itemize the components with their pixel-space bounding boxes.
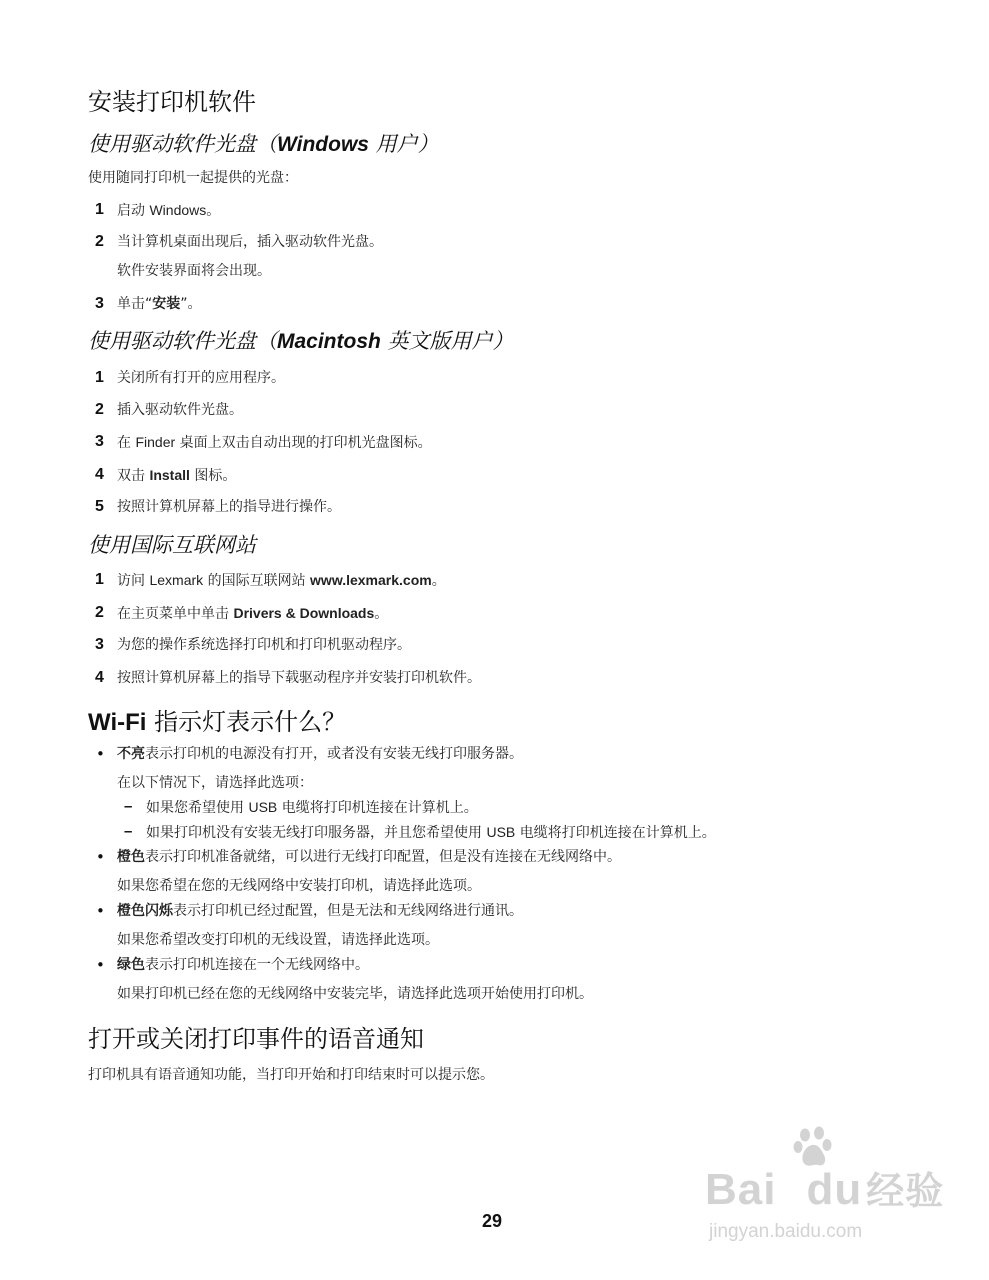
bullet-label: 绿色: [117, 957, 145, 973]
heading-bold: Windows: [277, 133, 369, 156]
mac-step-1: 关闭所有打开的应用程序。: [117, 370, 285, 386]
step-text-pre: 单击“: [117, 296, 153, 312]
wifi-bullet-orange-blink-sub: 如果您希望改变打印机的无线设置，请选择此选项。: [117, 932, 439, 948]
mac-step-3: [117, 432, 432, 453]
step-number: 4: [95, 466, 104, 483]
dash-icon: –: [124, 823, 133, 840]
windows-step-2-sub: 软件安装界面将会出现。: [117, 263, 271, 279]
title-rest: 指示灯表示什么？: [146, 708, 347, 736]
step-number: 2: [95, 401, 104, 418]
step-number: 1: [95, 369, 104, 386]
step-text-pre: 访问: [117, 573, 150, 589]
dash-icon: –: [124, 798, 133, 815]
step-text-latin: Lexmark: [149, 572, 204, 588]
dash-pre: 如果打印机没有安装无线打印服务器，并且您希望使用: [146, 825, 487, 841]
bullet-icon: •: [96, 902, 105, 920]
bullet-icon: •: [96, 848, 105, 866]
dash-pre: 如果您希望使用: [146, 800, 249, 816]
wifi-bullet-green-sub: 如果打印机已经在您的无线网络中安装完毕，请选择此选项开始使用打印机。: [117, 986, 593, 1002]
bullet-text: 表示打印机已经过配置，但是无法和无线网络进行通讯。: [173, 903, 523, 919]
heading-pre: 使用驱动软件光盘（: [88, 132, 277, 156]
wifi-bullet-green: [117, 955, 369, 975]
step-number: 5: [95, 498, 104, 515]
heading-post: 用户）: [368, 132, 439, 156]
step-text-pre: 在: [117, 435, 136, 451]
dash-latin: USB: [248, 799, 278, 815]
step-number: 1: [95, 571, 104, 588]
web-step-1: [117, 570, 446, 591]
step-text-post: 桌面上双击自动出现的打印机光盘图标。: [175, 435, 432, 451]
bullet-label: 橙色: [117, 849, 145, 865]
page-number: 29: [482, 1211, 503, 1231]
step-text-bold: 安装: [152, 296, 181, 312]
step-text-pre: 在主页菜单中单击: [117, 606, 234, 622]
voice-notification-text: 打印机具有语音通知功能，当打印开始和打印结束时可以提示您。: [88, 1067, 494, 1083]
wifi-bullet-orange: [117, 847, 621, 867]
mac-step-2: 插入驱动软件光盘。: [117, 402, 243, 418]
mac-step-4: [117, 465, 236, 486]
logo-du: du: [806, 1165, 863, 1214]
section-title-install-software: 安装打印机软件: [88, 88, 256, 116]
step-text-mid: 的国际互联网站: [203, 573, 311, 589]
wifi-bullet-orange-sub: 如果您希望在您的无线网络中安装打印机，请选择此选项。: [117, 878, 481, 894]
step-number: 4: [95, 669, 104, 686]
dash-post: 电缆将打印机连接在计算机上。: [277, 800, 478, 816]
logo-jingyan: 经验: [866, 1169, 945, 1213]
watermark-url: jingyan.baidu.com: [709, 1221, 863, 1242]
bullet-text: 表示打印机连接在一个无线网络中。: [145, 957, 369, 973]
wifi-bullet-orange-blink: [117, 901, 523, 921]
dash-post: 电缆将打印机连接在计算机上。: [515, 825, 716, 841]
windows-step-1: [117, 200, 220, 221]
section-title-wifi-light: [88, 707, 346, 738]
logo-bai: Bai: [705, 1165, 777, 1214]
step-number: 2: [95, 233, 104, 250]
step-text-latin: Finder: [135, 434, 176, 450]
step-number: 2: [95, 604, 104, 621]
bullet-text: 表示打印机的电源没有打开，或者没有安装无线打印服务器。: [145, 746, 523, 762]
section-title-voice-notification: 打开或关闭打印事件的语音通知: [88, 1025, 424, 1053]
mac-step-5: 按照计算机屏幕上的指导进行操作。: [117, 499, 341, 515]
baidu-jingyan-watermark: [705, 1125, 945, 1245]
heading-windows-cd: [88, 131, 439, 158]
step-text-bold: Install: [149, 467, 190, 483]
step-number: 3: [95, 636, 104, 653]
dash-latin: USB: [486, 824, 516, 840]
step-text-bold: Drivers & Downloads: [233, 605, 375, 621]
bullet-icon: •: [96, 956, 105, 974]
bullet-label: 不亮: [117, 746, 145, 762]
title-bold: Wi-Fi: [88, 709, 147, 736]
wifi-off-dash-2: [146, 822, 716, 843]
step-number: 3: [95, 433, 104, 450]
bullet-icon: •: [96, 745, 105, 763]
windows-intro: 使用随同打印机一起提供的光盘：: [88, 170, 298, 186]
wifi-bullet-off-sub: 在以下情况下，请选择此选项：: [117, 775, 313, 791]
step-text-post: 。: [374, 606, 389, 622]
wifi-bullet-off: [117, 744, 523, 764]
windows-step-3: [117, 294, 202, 314]
web-step-4: 按照计算机屏幕上的指导下载驱动程序并安装打印机软件。: [117, 670, 481, 686]
heading-pre: 使用驱动软件光盘（: [88, 329, 277, 353]
web-step-2: [117, 603, 388, 624]
web-step-3: 为您的操作系统选择打印机和打印机驱动程序。: [117, 637, 411, 653]
step-text-latin: Windows: [149, 202, 207, 218]
lexmark-url-link[interactable]: www.lexmark.com: [310, 572, 432, 588]
heading-post: 英文版用户）: [380, 329, 514, 353]
step-text-post: 图标。: [189, 468, 237, 484]
step-number: 1: [95, 201, 104, 218]
bullet-text: 表示打印机准备就绪，可以进行无线打印配置，但是没有连接在无线网络中。: [145, 849, 621, 865]
bullet-label: 橙色闪烁: [117, 903, 173, 919]
step-text-pre: 启动: [117, 203, 150, 219]
step-text-post: 。: [431, 573, 446, 589]
step-text-post: 。: [206, 203, 221, 219]
step-text-pre: 双击: [117, 468, 150, 484]
step-number: 3: [95, 295, 104, 312]
baidu-logo-text: [705, 1165, 944, 1216]
heading-mac-cd: [88, 328, 514, 355]
wifi-off-dash-1: [146, 797, 478, 818]
windows-step-2: 当计算机桌面出现后，插入驱动软件光盘。: [117, 234, 383, 250]
step-text-post: ”。: [180, 296, 202, 312]
heading-bold: Macintosh: [277, 330, 381, 353]
heading-website: 使用国际互联网站: [88, 533, 256, 557]
